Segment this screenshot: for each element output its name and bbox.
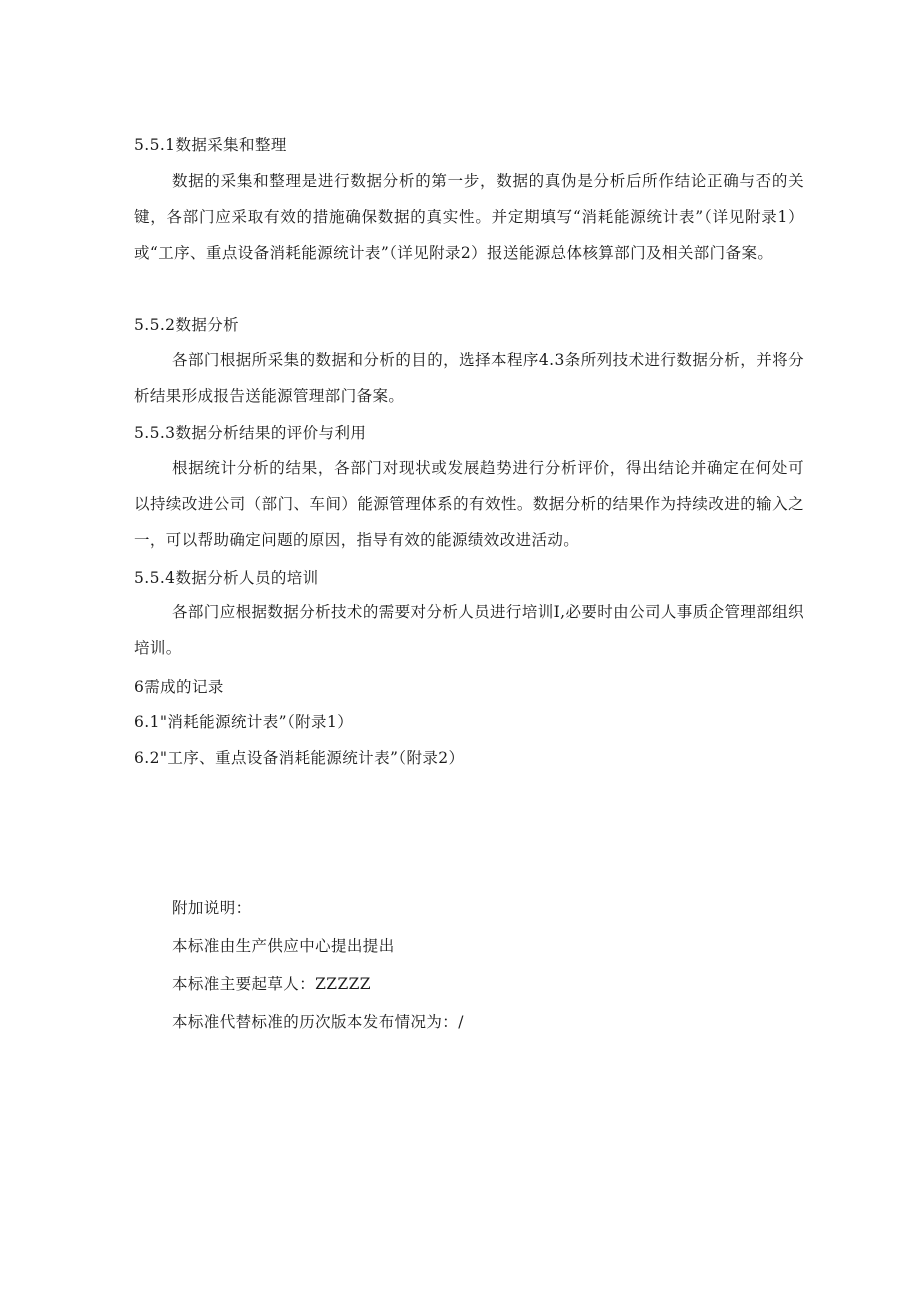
notes-line-drafter: 本标准主要起草人：ZZZZZ [172,975,371,993]
section-5-5-3-heading: 5.5.3数据分析结果的评价与利用 [134,424,367,442]
section-5-5-4-heading: 5.5.4数据分析人员的培训 [134,569,319,587]
section-5-5-2-body: 各部门根据所采集的数据和分析的目的，选择本程序4.3条所列技术进行数据分析，并将分析结果形成报告送能源管理部门备案。 [134,351,804,405]
section-5-5-3-body: 根据统计分析的结果，各部门对现状或发展趋势进行分析评价，得出结论并确定在何处可以持续改进公司（部门、车间）能源管理体系的有效性。数据分析的结果作为持续改进的输入之一，可以帮助确定问题的原因，指导有效的能源绩效改进活动。 [134,459,804,549]
notes-line-history: 本标准代替标准的历次版本发布情况为：/ [172,1013,464,1031]
section-5-5-2-heading: 5.5.2数据分析 [134,316,240,334]
section-5-5-4-body: 各部门应根据数据分析技术的需要对分析人员进行培训I,必要时由公司人事质企管理部组织培训。 [134,603,804,657]
section-5-5-1-heading: 5.5.1数据采集和整理 [134,136,287,154]
records-heading: 6需成的记录 [134,678,224,696]
record-item: 6.1"消耗能源统计表”（附录1） [134,713,354,731]
notes-line-proposer: 本标准由生产供应中心提出提出 [172,937,395,955]
section-5-5-1-body: 数据的采集和整理是进行数据分析的第一步，数据的真伪是分析后所作结论正确与否的关键，各部门应采取有效的措施确保数据的真实性。并定期填写“消耗能源统计表”（详见附录1）或“工序、重点设备消耗能源统计表”（详见附录2）报送能源总体核算部门及相关部门备案。 [134,172,804,262]
notes-title: 附加说明： [172,899,252,917]
record-item: 6.2"工序、重点设备消耗能源统计表”（附录2） [134,749,465,767]
